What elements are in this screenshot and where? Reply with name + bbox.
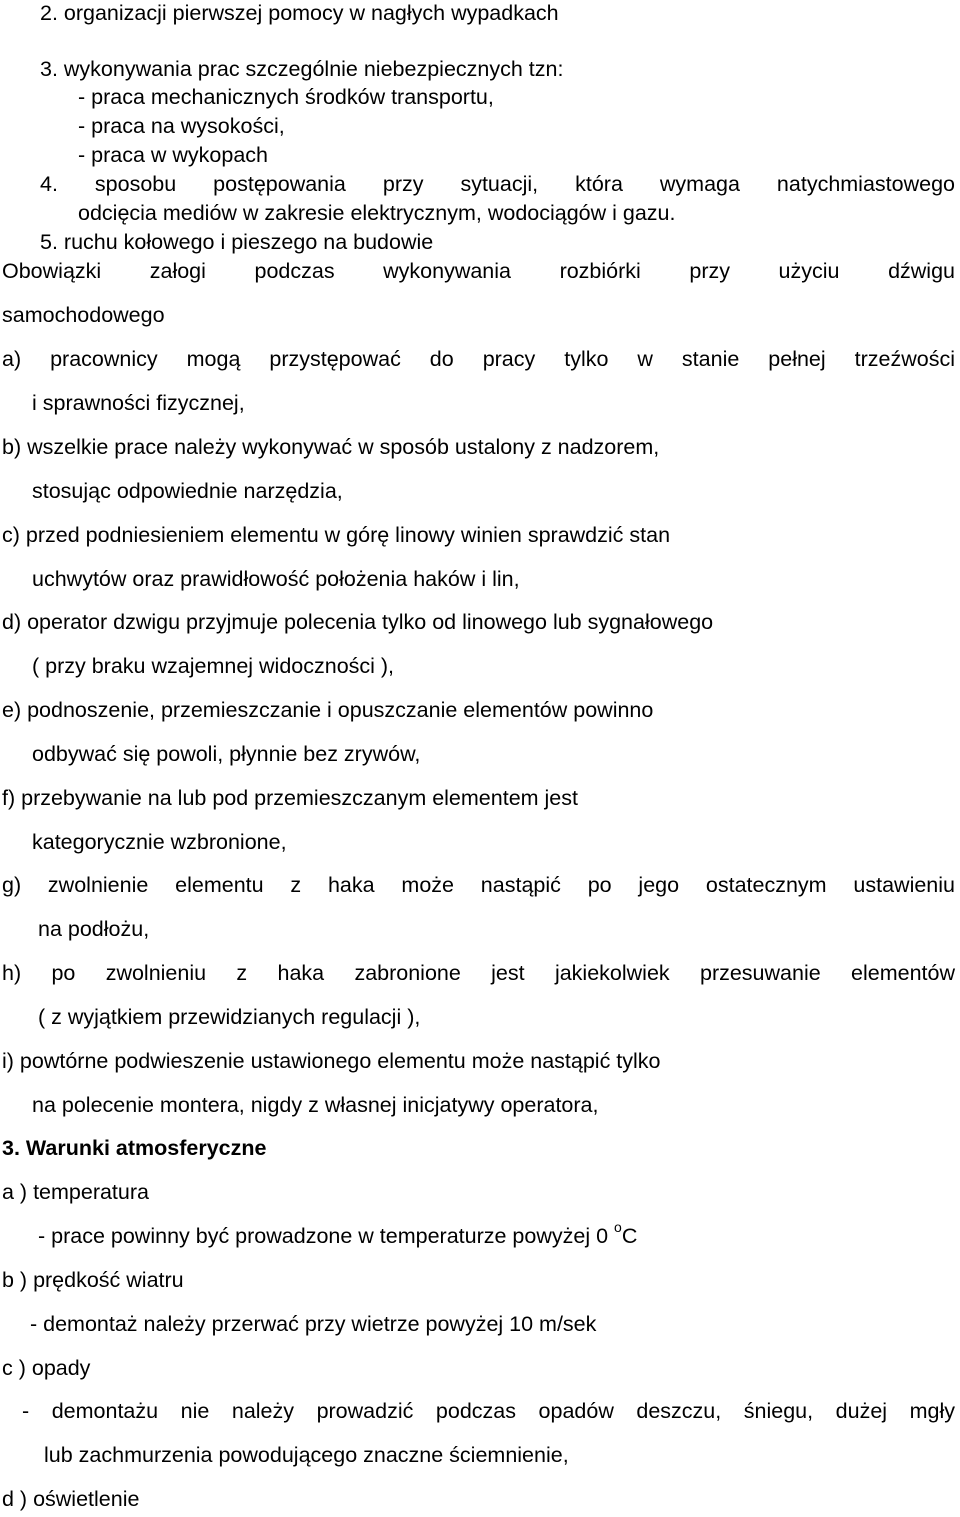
- duty-a-line-1: a) pracownicy mogą przystępować do pracy tylko w stanie pełnej trzeźwości: [2, 347, 955, 371]
- list-item-3-sub-2: - praca na wysokości,: [78, 114, 285, 138]
- duty-i-line-1: i) powtórne podwieszenie ustawionego elementu może nastąpić tylko: [2, 1049, 661, 1073]
- duty-a-line-2: i sprawności fizycznej,: [32, 391, 245, 415]
- degree-superscript: o: [614, 1218, 622, 1235]
- list-item-3: 3. wykonywania prac szczególnie niebezpiecznych tzn:: [40, 57, 564, 81]
- duty-g-line-1: g) zwolnienie elementu z haka może nastąpić po jego ostatecznym ustawieniu: [2, 873, 955, 897]
- list-item-2: 2. organizacji pierwszej pomocy w nagłych wypadkach: [40, 1, 559, 25]
- weather-a-text-main: - prace powinny być prowadzone w temperaturze powyżej 0: [38, 1224, 615, 1248]
- duty-g-line-2: na podłożu,: [38, 917, 150, 941]
- duty-f-line-2: kategorycznie wzbronione,: [32, 830, 287, 854]
- list-item-3-sub-1: - praca mechanicznych środków transportu,: [78, 85, 494, 109]
- weather-heading: 3. Warunki atmosferyczne: [2, 1136, 267, 1160]
- duty-e-line-1: e) podnoszenie, przemieszczanie i opuszczanie elementów powinno: [2, 698, 654, 722]
- list-item-3-sub-3: - praca w wykopach: [78, 143, 268, 167]
- duty-e-line-2: odbywać się powoli, płynnie bez zrywów,: [32, 742, 421, 766]
- duty-b-line-1: b) wszelkie prace należy wykonywać w sposób ustalony z nadzorem,: [2, 435, 660, 459]
- duty-i-line-2: na polecenie montera, nigdy z własnej inicjatywy operatora,: [32, 1093, 599, 1117]
- weather-d-label: d ) oświetlenie: [2, 1487, 140, 1511]
- duty-c-line-1: c) przed podniesieniem elementu w górę linowy winien sprawdzić stan: [2, 523, 671, 547]
- weather-b-label: b ) prędkość wiatru: [2, 1268, 184, 1292]
- weather-a-label: a ) temperatura: [2, 1180, 149, 1204]
- weather-c-line-2: lub zachmurzenia powodującego znaczne ściemnienie,: [44, 1443, 569, 1467]
- duty-h-line-2: ( z wyjątkiem przewidzianych regulacji ),: [38, 1005, 421, 1029]
- temperature-unit: C: [621, 1224, 638, 1248]
- crew-duties-heading-line-2: samochodowego: [2, 303, 165, 327]
- list-item-5: 5. ruchu kołowego i pieszego na budowie: [40, 230, 434, 254]
- duty-h-line-1: h) po zwolnieniu z haka zabronione jest jakiekolwiek przesuwanie elementów: [2, 961, 955, 985]
- duty-c-line-2: uchwytów oraz prawidłowość położenia haków i lin,: [32, 567, 520, 591]
- duty-b-line-2: stosując odpowiednie narzędzia,: [32, 479, 343, 503]
- weather-c-label: c ) opady: [2, 1356, 91, 1380]
- duty-d-line-2: ( przy braku wzajemnej widoczności ),: [32, 654, 395, 678]
- weather-a-text: [38, 1218, 638, 1249]
- duty-f-line-1: f) przebywanie na lub pod przemieszczanym elementem jest: [2, 786, 578, 810]
- crew-duties-heading-line-1: Obowiązki załogi podczas wykonywania rozbiórki przy użyciu dźwigu: [2, 259, 955, 283]
- weather-b-text: - demontaż należy przerwać przy wietrze powyżej 10 m/sek: [30, 1312, 597, 1336]
- duty-d-line-1: d) operator dzwigu przyjmuje polecenia tylko od linowego lub sygnałowego: [2, 610, 714, 634]
- weather-c-line-1: - demontażu nie należy prowadzić podczas opadów deszczu, śniegu, dużej mgły: [22, 1399, 955, 1423]
- list-item-4-line-1: 4. sposobu postępowania przy sytuacji, która wymaga natychmiastowego: [40, 172, 955, 196]
- list-item-4-line-2: odcięcia mediów w zakresie elektrycznym, wodociągów i gazu.: [78, 201, 676, 225]
